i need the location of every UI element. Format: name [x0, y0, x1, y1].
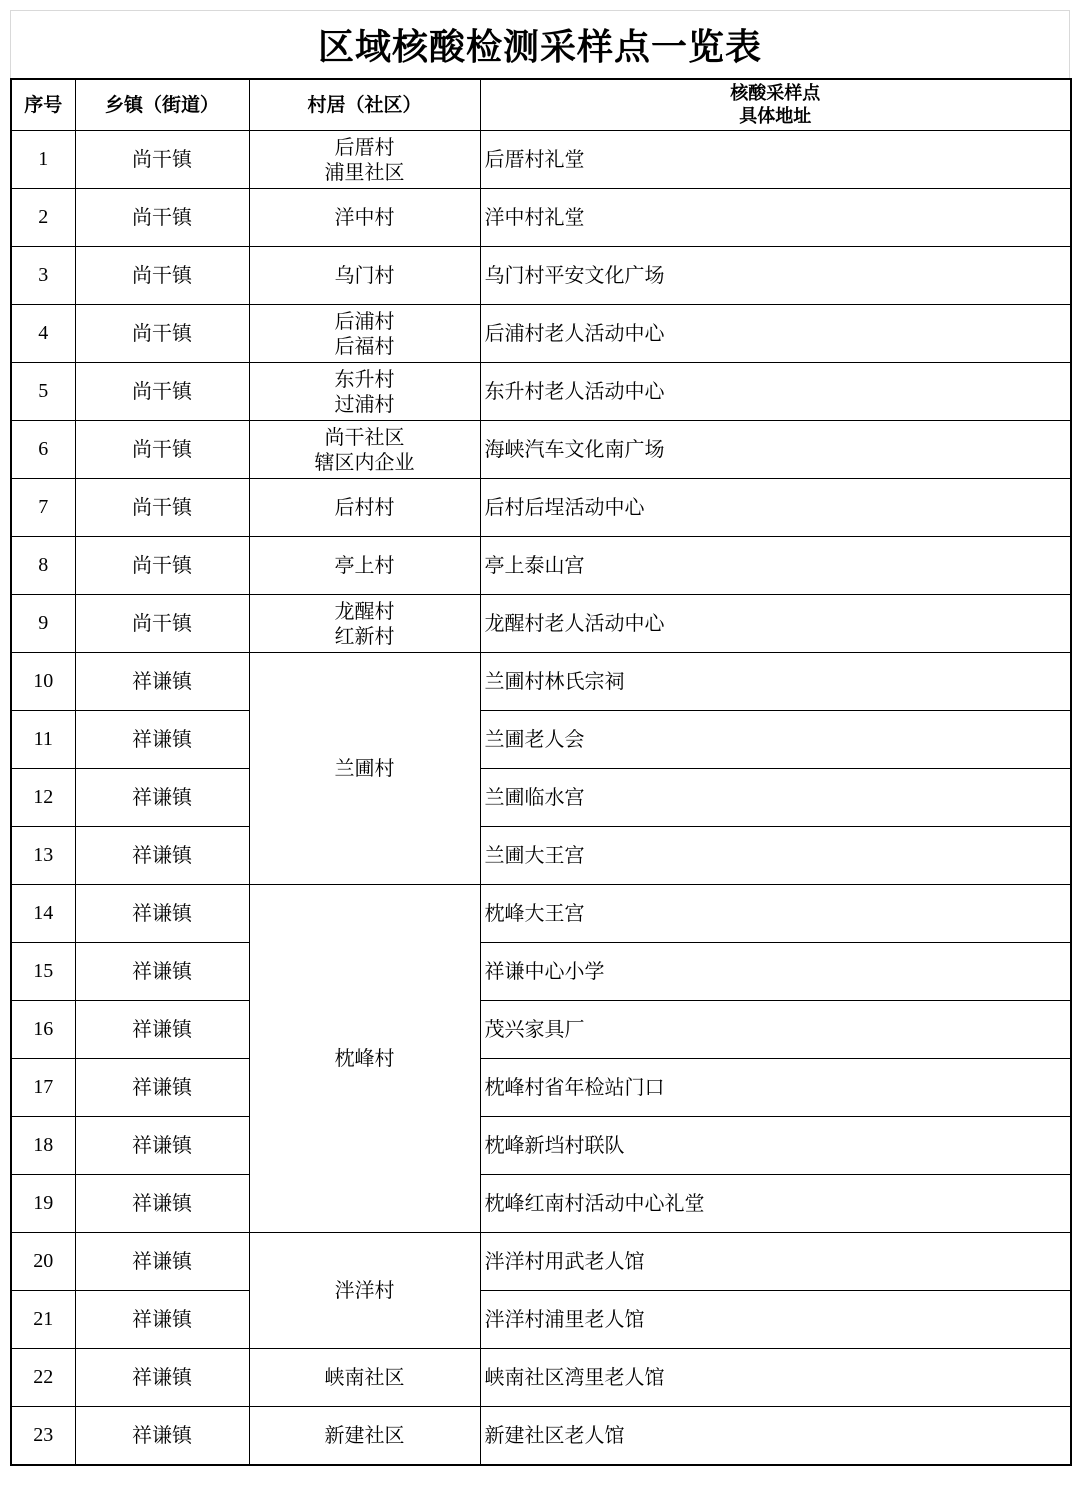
cell-no: 23 [11, 1407, 75, 1466]
table-row [11, 131, 1071, 189]
cell-town: 尚干镇 [75, 363, 249, 421]
table-row [11, 1001, 1071, 1059]
table-row [11, 1407, 1071, 1466]
village-name: 后村村 [334, 495, 395, 519]
village-name: 兰圃村 [334, 756, 395, 780]
sampling-site-table [10, 78, 1072, 1466]
cell-address: 东升村老人活动中心 [480, 363, 1071, 421]
village-name: 乌门村 [334, 263, 395, 287]
village-name: 后浦村 [334, 308, 395, 333]
village-name: 新建社区 [324, 1423, 405, 1447]
table-row [11, 1059, 1071, 1117]
table-row [11, 247, 1071, 305]
table-row [11, 1349, 1071, 1407]
cell-village [249, 595, 480, 653]
cell-village [249, 131, 480, 189]
village-name: 红新村 [334, 623, 395, 648]
cell-no: 4 [11, 305, 75, 363]
cell-town: 祥谦镇 [75, 769, 249, 827]
village-name: 亭上村 [334, 553, 395, 577]
village-name: 枕峰村 [334, 1046, 395, 1070]
cell-village [249, 479, 480, 537]
cell-village [249, 247, 480, 305]
cell-town: 祥谦镇 [75, 1117, 249, 1175]
cell-address: 亭上泰山宫 [480, 537, 1071, 595]
cell-address: 后厝村礼堂 [480, 131, 1071, 189]
cell-town: 祥谦镇 [75, 827, 249, 885]
cell-town: 尚干镇 [75, 595, 249, 653]
table-row [11, 885, 1071, 943]
table-row [11, 653, 1071, 711]
header-no: 序号 [11, 79, 75, 131]
table-row [11, 189, 1071, 247]
cell-town: 祥谦镇 [75, 1175, 249, 1233]
cell-no: 12 [11, 769, 75, 827]
cell-address: 后村后埕活动中心 [480, 479, 1071, 537]
cell-town: 祥谦镇 [75, 653, 249, 711]
cell-town: 祥谦镇 [75, 1233, 249, 1291]
cell-no: 9 [11, 595, 75, 653]
cell-address: 洋中村礼堂 [480, 189, 1071, 247]
header-address-line1: 核酸采样点 [730, 83, 821, 104]
cell-address: 乌门村平安文化广场 [480, 247, 1071, 305]
table-row [11, 537, 1071, 595]
table-header-row [11, 79, 1071, 131]
cell-address: 枕峰大王宫 [480, 885, 1071, 943]
cell-village [249, 1407, 480, 1466]
table-body [11, 79, 1071, 1465]
cell-village [249, 305, 480, 363]
sheet-title: 区域核酸检测采样点一览表 [10, 10, 1070, 78]
village-name: 浦里社区 [324, 159, 405, 184]
cell-no: 5 [11, 363, 75, 421]
cell-address: 泮洋村用武老人馆 [480, 1233, 1071, 1291]
cell-no: 13 [11, 827, 75, 885]
sampling-site-sheet [10, 10, 1070, 1466]
cell-town: 祥谦镇 [75, 1291, 249, 1349]
cell-village [249, 653, 480, 885]
cell-address: 新建社区老人馆 [480, 1407, 1071, 1466]
cell-no: 3 [11, 247, 75, 305]
cell-address: 龙醒村老人活动中心 [480, 595, 1071, 653]
cell-town: 祥谦镇 [75, 711, 249, 769]
cell-address: 枕峰村省年检站门口 [480, 1059, 1071, 1117]
cell-town: 尚干镇 [75, 131, 249, 189]
cell-address: 兰圃老人会 [480, 711, 1071, 769]
cell-village [249, 421, 480, 479]
cell-town: 尚干镇 [75, 479, 249, 537]
header-village: 村居（社区） [249, 79, 480, 131]
cell-no: 1 [11, 131, 75, 189]
header-address [480, 79, 1071, 131]
village-name: 峡南社区 [324, 1365, 405, 1389]
table-row [11, 479, 1071, 537]
cell-address: 后浦村老人活动中心 [480, 305, 1071, 363]
cell-village [249, 537, 480, 595]
cell-town: 祥谦镇 [75, 1407, 249, 1466]
cell-no: 16 [11, 1001, 75, 1059]
village-name: 后福村 [334, 333, 395, 358]
cell-no: 10 [11, 653, 75, 711]
village-name: 龙醒村 [334, 598, 395, 623]
cell-village [249, 363, 480, 421]
village-name: 尚干社区 [324, 424, 405, 449]
cell-no: 8 [11, 537, 75, 595]
cell-town: 祥谦镇 [75, 943, 249, 1001]
cell-town: 祥谦镇 [75, 1059, 249, 1117]
header-address-line2: 具体地址 [739, 106, 812, 127]
cell-address: 泮洋村浦里老人馆 [480, 1291, 1071, 1349]
cell-no: 19 [11, 1175, 75, 1233]
cell-address: 茂兴家具厂 [480, 1001, 1071, 1059]
cell-no: 22 [11, 1349, 75, 1407]
cell-no: 7 [11, 479, 75, 537]
cell-address: 海峡汽车文化南广场 [480, 421, 1071, 479]
cell-address: 峡南社区湾里老人馆 [480, 1349, 1071, 1407]
cell-town: 祥谦镇 [75, 1001, 249, 1059]
cell-no: 17 [11, 1059, 75, 1117]
cell-no: 11 [11, 711, 75, 769]
village-name: 后厝村 [334, 134, 395, 159]
cell-town: 尚干镇 [75, 421, 249, 479]
cell-address: 祥谦中心小学 [480, 943, 1071, 1001]
table-row [11, 363, 1071, 421]
cell-town: 尚干镇 [75, 189, 249, 247]
cell-town: 尚干镇 [75, 305, 249, 363]
cell-no: 6 [11, 421, 75, 479]
village-name: 辖区内企业 [314, 449, 415, 474]
cell-address: 兰圃大王宫 [480, 827, 1071, 885]
village-name: 洋中村 [334, 205, 395, 229]
cell-village [249, 1349, 480, 1407]
cell-village [249, 189, 480, 247]
table-row [11, 1117, 1071, 1175]
table-row [11, 827, 1071, 885]
cell-town: 祥谦镇 [75, 1349, 249, 1407]
table-row [11, 1291, 1071, 1349]
table-row [11, 769, 1071, 827]
table-row [11, 595, 1071, 653]
table-row [11, 1175, 1071, 1233]
cell-town: 尚干镇 [75, 537, 249, 595]
cell-no: 21 [11, 1291, 75, 1349]
cell-address: 枕峰新垱村联队 [480, 1117, 1071, 1175]
cell-address: 兰圃村林氏宗祠 [480, 653, 1071, 711]
cell-no: 18 [11, 1117, 75, 1175]
cell-address: 兰圃临水宫 [480, 769, 1071, 827]
village-name: 泮洋村 [334, 1278, 395, 1302]
cell-no: 14 [11, 885, 75, 943]
cell-no: 20 [11, 1233, 75, 1291]
cell-no: 2 [11, 189, 75, 247]
table-row [11, 421, 1071, 479]
cell-town: 尚干镇 [75, 247, 249, 305]
header-town: 乡镇（街道） [75, 79, 249, 131]
cell-village [249, 885, 480, 1233]
table-row [11, 943, 1071, 1001]
cell-village [249, 1233, 480, 1349]
table-row [11, 305, 1071, 363]
village-name: 过浦村 [334, 391, 395, 416]
cell-town: 祥谦镇 [75, 885, 249, 943]
cell-no: 15 [11, 943, 75, 1001]
table-row [11, 711, 1071, 769]
table-row [11, 1233, 1071, 1291]
village-name: 东升村 [334, 366, 395, 391]
cell-address: 枕峰红南村活动中心礼堂 [480, 1175, 1071, 1233]
